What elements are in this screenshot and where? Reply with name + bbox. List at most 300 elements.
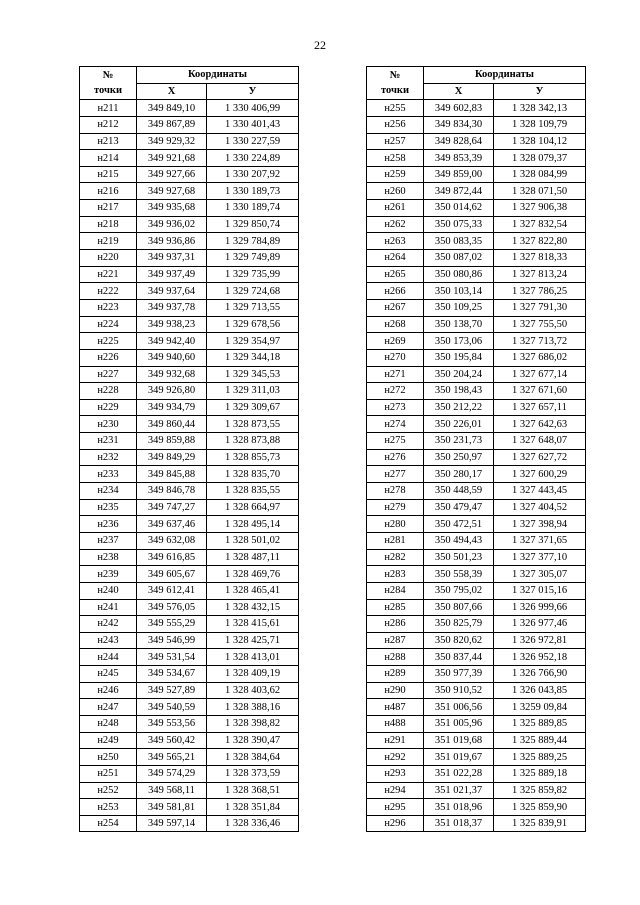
- coordinates-table-left: [79, 66, 299, 832]
- y-coordinate-cell: 1 328 342,13: [494, 100, 586, 117]
- x-coordinate-cell: 351 018,96: [424, 799, 494, 816]
- y-coordinate-cell: 1 330 207,92: [207, 166, 299, 183]
- y-coordinate-cell: 1 328 336,46: [207, 815, 299, 832]
- y-coordinate-cell: 1 327 404,52: [494, 499, 586, 516]
- y-coordinate-cell: 1 329 713,55: [207, 299, 299, 316]
- y-coordinate-cell: 1 328 403,62: [207, 682, 299, 699]
- x-coordinate-cell: 350 173,06: [424, 333, 494, 350]
- x-coordinate-cell: 349 527,89: [137, 682, 207, 699]
- point-number-cell: н230: [80, 416, 137, 433]
- point-number-cell: н227: [80, 366, 137, 383]
- table-row: [367, 116, 586, 133]
- point-number-cell: н264: [367, 250, 424, 267]
- table-row: [80, 682, 299, 699]
- point-number-cell: н286: [367, 616, 424, 633]
- point-number-cell: н289: [367, 666, 424, 683]
- y-coordinate-cell: 1 329 678,56: [207, 316, 299, 333]
- y-coordinate-cell: 1 325 889,18: [494, 765, 586, 782]
- y-coordinate-cell: 1 328 873,88: [207, 433, 299, 450]
- x-coordinate-cell: 349 632,08: [137, 532, 207, 549]
- x-coordinate-cell: 350 472,51: [424, 516, 494, 533]
- table-row: [80, 632, 299, 649]
- point-number-cell: н270: [367, 349, 424, 366]
- table-row: [80, 366, 299, 383]
- x-coordinate-cell: 350 501,23: [424, 549, 494, 566]
- x-coordinate-cell: 349 937,78: [137, 299, 207, 316]
- y-header: У: [207, 83, 299, 100]
- y-coordinate-cell: 1 330 406,99: [207, 100, 299, 117]
- table-row: [80, 416, 299, 433]
- y-coordinate-cell: 1 330 401,43: [207, 116, 299, 133]
- y-coordinate-cell: 1 326 999,66: [494, 599, 586, 616]
- x-coordinate-cell: 350 204,24: [424, 366, 494, 383]
- x-coordinate-cell: 350 195,84: [424, 349, 494, 366]
- x-coordinate-cell: 350 250,97: [424, 449, 494, 466]
- x-coordinate-cell: 349 867,89: [137, 116, 207, 133]
- table-row: [367, 433, 586, 450]
- y-coordinate-cell: 1 328 495,14: [207, 516, 299, 533]
- x-coordinate-cell: 349 935,68: [137, 200, 207, 217]
- point-number-cell: н296: [367, 815, 424, 832]
- x-coordinate-cell: 349 834,30: [424, 116, 494, 133]
- x-coordinate-cell: 349 540,59: [137, 699, 207, 716]
- table-row: [367, 782, 586, 799]
- coordinates-header: Координаты: [424, 67, 586, 84]
- table-row: [80, 499, 299, 516]
- point-number-cell: н250: [80, 749, 137, 766]
- x-coordinate-cell: 349 937,49: [137, 266, 207, 283]
- point-number-cell: н244: [80, 649, 137, 666]
- table-row: [80, 200, 299, 217]
- table-row: [80, 216, 299, 233]
- y-coordinate-cell: 1 328 432,15: [207, 599, 299, 616]
- y-coordinate-cell: 1 327 398,94: [494, 516, 586, 533]
- x-coordinate-cell: 350 109,25: [424, 299, 494, 316]
- x-header: Х: [137, 83, 207, 100]
- point-number-cell: н271: [367, 366, 424, 383]
- table-row: [80, 333, 299, 350]
- point-number-cell: н240: [80, 582, 137, 599]
- y-coordinate-cell: 1 327 677,14: [494, 366, 586, 383]
- y-coordinate-cell: 1 327 305,07: [494, 566, 586, 583]
- y-coordinate-cell: 1 328 079,37: [494, 150, 586, 167]
- point-number-cell: н262: [367, 216, 424, 233]
- x-coordinate-cell: 349 568,11: [137, 782, 207, 799]
- table-row: [80, 566, 299, 583]
- point-number-cell: н275: [367, 433, 424, 450]
- table-row: [80, 582, 299, 599]
- x-coordinate-cell: 350 479,47: [424, 499, 494, 516]
- x-coordinate-cell: 349 936,02: [137, 216, 207, 233]
- y-coordinate-cell: 1 329 850,74: [207, 216, 299, 233]
- y-coordinate-cell: 1 327 627,72: [494, 449, 586, 466]
- y-coordinate-cell: 1 327 786,25: [494, 283, 586, 300]
- x-coordinate-cell: 349 546,99: [137, 632, 207, 649]
- x-coordinate-cell: 349 927,66: [137, 166, 207, 183]
- point-number-cell: н293: [367, 765, 424, 782]
- table-row: [80, 749, 299, 766]
- y-coordinate-cell: 1 325 889,85: [494, 715, 586, 732]
- table-row: [367, 416, 586, 433]
- coordinates-table-right: [366, 66, 586, 832]
- y-coordinate-cell: 1 329 724,68: [207, 283, 299, 300]
- x-coordinate-cell: 351 019,67: [424, 749, 494, 766]
- point-number-cell: н249: [80, 732, 137, 749]
- x-coordinate-cell: 350 448,59: [424, 483, 494, 500]
- table-row: [367, 233, 586, 250]
- x-coordinate-cell: 350 280,17: [424, 466, 494, 483]
- point-number-cell: н235: [80, 499, 137, 516]
- point-number-cell: н224: [80, 316, 137, 333]
- y-coordinate-cell: 1 328 835,55: [207, 483, 299, 500]
- x-header: Х: [424, 83, 494, 100]
- x-coordinate-cell: 351 006,56: [424, 699, 494, 716]
- point-number-cell: н229: [80, 399, 137, 416]
- table-row: [367, 799, 586, 816]
- y-coordinate-cell: 1 329 311,03: [207, 383, 299, 400]
- x-coordinate-cell: 349 860,44: [137, 416, 207, 433]
- y-coordinate-cell: 1 327 600,29: [494, 466, 586, 483]
- table-row: [80, 532, 299, 549]
- table-row: [367, 383, 586, 400]
- x-coordinate-cell: 349 934,79: [137, 399, 207, 416]
- table-row: [367, 566, 586, 583]
- point-number-cell: н285: [367, 599, 424, 616]
- x-coordinate-cell: 350 825,79: [424, 616, 494, 633]
- y-coordinate-cell: 1 327 818,33: [494, 250, 586, 267]
- x-coordinate-cell: 349 859,88: [137, 433, 207, 450]
- y-coordinate-cell: 1 329 749,89: [207, 250, 299, 267]
- point-number-cell: н288: [367, 649, 424, 666]
- y-coordinate-cell: 1 326 043,85: [494, 682, 586, 699]
- point-number-cell: н266: [367, 283, 424, 300]
- x-coordinate-cell: 351 018,37: [424, 815, 494, 832]
- table-row: [80, 316, 299, 333]
- y-coordinate-cell: 1 328 373,59: [207, 765, 299, 782]
- point-number-cell: н257: [367, 133, 424, 150]
- x-coordinate-cell: 350 075,33: [424, 216, 494, 233]
- table-row: [80, 483, 299, 500]
- point-number-cell: н284: [367, 582, 424, 599]
- y-coordinate-cell: 1 326 977,46: [494, 616, 586, 633]
- table-row: [80, 183, 299, 200]
- x-coordinate-cell: 349 872,44: [424, 183, 494, 200]
- y-coordinate-cell: 1 328 835,70: [207, 466, 299, 483]
- y-coordinate-cell: 1 330 189,74: [207, 200, 299, 217]
- point-number-cell: н214: [80, 150, 137, 167]
- x-coordinate-cell: 350 014,62: [424, 200, 494, 217]
- table-row: [80, 150, 299, 167]
- point-number-cell: н228: [80, 383, 137, 400]
- x-coordinate-cell: 350 083,35: [424, 233, 494, 250]
- y-coordinate-cell: 1 328 413,01: [207, 649, 299, 666]
- x-coordinate-cell: 349 845,88: [137, 466, 207, 483]
- table-row: [80, 699, 299, 716]
- y-coordinate-cell: 1 328 351,84: [207, 799, 299, 816]
- table-row: [367, 599, 586, 616]
- table-row: [367, 183, 586, 200]
- point-number-cell: н245: [80, 666, 137, 683]
- y-coordinate-cell: 1 328 398,82: [207, 715, 299, 732]
- y-coordinate-cell: 1 329 345,53: [207, 366, 299, 383]
- y-header: У: [494, 83, 586, 100]
- y-coordinate-cell: 1 327 443,45: [494, 483, 586, 500]
- point-number-cell: н259: [367, 166, 424, 183]
- y-coordinate-cell: 1 327 791,30: [494, 299, 586, 316]
- point-number-cell: н256: [367, 116, 424, 133]
- point-number-cell: н217: [80, 200, 137, 217]
- point-number-cell: н212: [80, 116, 137, 133]
- y-coordinate-cell: 1 328 368,51: [207, 782, 299, 799]
- y-coordinate-cell: 1 328 388,16: [207, 699, 299, 716]
- y-coordinate-cell: 1 325 839,91: [494, 815, 586, 832]
- y-coordinate-cell: 1 328 071,50: [494, 183, 586, 200]
- point-number-cell: н243: [80, 632, 137, 649]
- y-coordinate-cell: 1 326 952,18: [494, 649, 586, 666]
- point-number-cell: н295: [367, 799, 424, 816]
- x-coordinate-cell: 351 021,37: [424, 782, 494, 799]
- x-coordinate-cell: 350 795,02: [424, 582, 494, 599]
- table-row: [80, 649, 299, 666]
- point-number-cell: н260: [367, 183, 424, 200]
- table-row: [367, 333, 586, 350]
- y-coordinate-cell: 1 325 889,44: [494, 732, 586, 749]
- table-row: [367, 732, 586, 749]
- point-number-cell: н276: [367, 449, 424, 466]
- table-row: [80, 383, 299, 400]
- table-row: [80, 516, 299, 533]
- y-coordinate-cell: 1 327 755,50: [494, 316, 586, 333]
- y-coordinate-cell: 1 327 371,65: [494, 532, 586, 549]
- x-coordinate-cell: 349 597,14: [137, 815, 207, 832]
- x-coordinate-cell: 349 932,68: [137, 366, 207, 383]
- y-coordinate-cell: 1 327 906,38: [494, 200, 586, 217]
- y-coordinate-cell: 1 328 855,73: [207, 449, 299, 466]
- point-number-cell: н267: [367, 299, 424, 316]
- x-coordinate-cell: 350 087,02: [424, 250, 494, 267]
- y-coordinate-cell: 1 327 657,11: [494, 399, 586, 416]
- table-body-left: [80, 100, 299, 832]
- table-row: [80, 116, 299, 133]
- x-coordinate-cell: 349 929,32: [137, 133, 207, 150]
- point-number-cell: н222: [80, 283, 137, 300]
- table-body-right: [367, 100, 586, 832]
- point-number-cell: н268: [367, 316, 424, 333]
- point-number-cell: н258: [367, 150, 424, 167]
- y-coordinate-cell: 1 329 354,97: [207, 333, 299, 350]
- y-coordinate-cell: 1 326 766,90: [494, 666, 586, 683]
- table-row: [80, 782, 299, 799]
- point-number-cell: н263: [367, 233, 424, 250]
- x-coordinate-cell: 351 019,68: [424, 732, 494, 749]
- x-coordinate-cell: 350 910,52: [424, 682, 494, 699]
- y-coordinate-cell: 1 329 309,67: [207, 399, 299, 416]
- point-number-header: № точки: [367, 67, 424, 100]
- table-row: [367, 466, 586, 483]
- y-coordinate-cell: 1 328 415,61: [207, 616, 299, 633]
- table-row: [367, 150, 586, 167]
- x-coordinate-cell: 349 747,27: [137, 499, 207, 516]
- y-coordinate-cell: 1 328 384,64: [207, 749, 299, 766]
- x-coordinate-cell: 349 828,64: [424, 133, 494, 150]
- point-number-cell: н282: [367, 549, 424, 566]
- table-row: [80, 715, 299, 732]
- y-coordinate-cell: 1 327 713,72: [494, 333, 586, 350]
- y-coordinate-cell: 1 328 409,19: [207, 666, 299, 683]
- y-coordinate-cell: 1 325 889,25: [494, 749, 586, 766]
- x-coordinate-cell: 349 565,21: [137, 749, 207, 766]
- point-number-cell: н274: [367, 416, 424, 433]
- point-number-cell: н218: [80, 216, 137, 233]
- table-row: [367, 715, 586, 732]
- y-coordinate-cell: 1 328 104,12: [494, 133, 586, 150]
- point-number-cell: н226: [80, 349, 137, 366]
- y-coordinate-cell: 1 328 425,71: [207, 632, 299, 649]
- point-number-cell: н269: [367, 333, 424, 350]
- point-number-cell: н215: [80, 166, 137, 183]
- x-coordinate-cell: 349 576,05: [137, 599, 207, 616]
- x-coordinate-cell: 349 553,56: [137, 715, 207, 732]
- y-coordinate-cell: 1 328 084,99: [494, 166, 586, 183]
- table-row: [367, 666, 586, 683]
- table-row: [367, 266, 586, 283]
- x-coordinate-cell: 349 853,39: [424, 150, 494, 167]
- point-number-cell: н216: [80, 183, 137, 200]
- x-coordinate-cell: 349 936,86: [137, 233, 207, 250]
- point-number-cell: н265: [367, 266, 424, 283]
- y-coordinate-cell: 1 327 377,10: [494, 549, 586, 566]
- y-coordinate-cell: 1 325 859,82: [494, 782, 586, 799]
- point-number-cell: н219: [80, 233, 137, 250]
- table-row: [80, 299, 299, 316]
- table-row: [80, 449, 299, 466]
- table-row: [367, 399, 586, 416]
- y-coordinate-cell: 1 327 671,60: [494, 383, 586, 400]
- point-number-cell: н280: [367, 516, 424, 533]
- point-number-cell: н272: [367, 383, 424, 400]
- coordinates-header: Координаты: [137, 67, 299, 84]
- table-row: [367, 649, 586, 666]
- x-coordinate-cell: 350 198,43: [424, 383, 494, 400]
- point-number-cell: н242: [80, 616, 137, 633]
- table-row: [367, 200, 586, 217]
- point-number-cell: н292: [367, 749, 424, 766]
- point-number-cell: н211: [80, 100, 137, 117]
- table-row: [80, 599, 299, 616]
- x-coordinate-cell: 350 212,22: [424, 399, 494, 416]
- x-coordinate-cell: 350 977,39: [424, 666, 494, 683]
- point-number-cell: н254: [80, 815, 137, 832]
- point-number-cell: н234: [80, 483, 137, 500]
- y-coordinate-cell: 1 328 873,55: [207, 416, 299, 433]
- table-row: [367, 316, 586, 333]
- table-row: [367, 100, 586, 117]
- y-coordinate-cell: 1 325 859,90: [494, 799, 586, 816]
- point-number-cell: н294: [367, 782, 424, 799]
- table-row: [367, 499, 586, 516]
- table-row: [367, 366, 586, 383]
- table-row: [80, 166, 299, 183]
- table-row: [367, 483, 586, 500]
- x-coordinate-cell: 349 531,54: [137, 649, 207, 666]
- point-number-cell: н273: [367, 399, 424, 416]
- table-row: [80, 732, 299, 749]
- table-row: [367, 682, 586, 699]
- x-coordinate-cell: 350 226,01: [424, 416, 494, 433]
- y-coordinate-cell: 1 327 015,16: [494, 582, 586, 599]
- point-number-cell: н225: [80, 333, 137, 350]
- point-number-cell: н241: [80, 599, 137, 616]
- y-coordinate-cell: 1 328 501,02: [207, 532, 299, 549]
- table-row: [367, 582, 586, 599]
- x-coordinate-cell: 349 859,00: [424, 166, 494, 183]
- x-coordinate-cell: 350 103,14: [424, 283, 494, 300]
- y-coordinate-cell: 1 327 813,24: [494, 266, 586, 283]
- y-coordinate-cell: 1 328 469,76: [207, 566, 299, 583]
- x-coordinate-cell: 349 937,31: [137, 250, 207, 267]
- table-row: [367, 532, 586, 549]
- y-coordinate-cell: 1 327 832,54: [494, 216, 586, 233]
- x-coordinate-cell: 349 849,29: [137, 449, 207, 466]
- point-number-cell: н251: [80, 765, 137, 782]
- table-row: [367, 632, 586, 649]
- x-coordinate-cell: 350 231,73: [424, 433, 494, 450]
- table-row: [367, 133, 586, 150]
- table-row: [367, 166, 586, 183]
- table-row: [80, 233, 299, 250]
- table-row: [80, 433, 299, 450]
- point-number-cell: н231: [80, 433, 137, 450]
- point-number-cell: н220: [80, 250, 137, 267]
- y-coordinate-cell: 1 327 822,80: [494, 233, 586, 250]
- x-coordinate-cell: 349 555,29: [137, 616, 207, 633]
- y-coordinate-cell: 1 327 642,63: [494, 416, 586, 433]
- table-row: [80, 283, 299, 300]
- x-coordinate-cell: 350 558,39: [424, 566, 494, 583]
- point-number-cell: н248: [80, 715, 137, 732]
- table-row: [367, 216, 586, 233]
- x-coordinate-cell: 349 560,42: [137, 732, 207, 749]
- x-coordinate-cell: 351 022,28: [424, 765, 494, 782]
- y-coordinate-cell: 1 328 664,97: [207, 499, 299, 516]
- point-number-cell: н232: [80, 449, 137, 466]
- table-row: [367, 250, 586, 267]
- point-number-cell: н236: [80, 516, 137, 533]
- table-row: [367, 516, 586, 533]
- point-number-cell: н278: [367, 483, 424, 500]
- x-coordinate-cell: 350 080,86: [424, 266, 494, 283]
- y-coordinate-cell: 1 328 109,79: [494, 116, 586, 133]
- table-row: [367, 449, 586, 466]
- y-coordinate-cell: 1 330 189,73: [207, 183, 299, 200]
- point-number-cell: н281: [367, 532, 424, 549]
- x-coordinate-cell: 349 937,64: [137, 283, 207, 300]
- point-number-cell: н487: [367, 699, 424, 716]
- point-number-cell: н221: [80, 266, 137, 283]
- table-row: [367, 283, 586, 300]
- point-number-cell: н213: [80, 133, 137, 150]
- y-coordinate-cell: 1 329 735,99: [207, 266, 299, 283]
- y-coordinate-cell: 1 330 227,59: [207, 133, 299, 150]
- point-number-header: № точки: [80, 67, 137, 100]
- y-coordinate-cell: 1 326 972,81: [494, 632, 586, 649]
- table-row: [80, 399, 299, 416]
- table-row: [80, 549, 299, 566]
- table-row: [367, 815, 586, 832]
- y-coordinate-cell: 1 327 686,02: [494, 349, 586, 366]
- y-coordinate-cell: 1 328 487,11: [207, 549, 299, 566]
- x-coordinate-cell: 350 837,44: [424, 649, 494, 666]
